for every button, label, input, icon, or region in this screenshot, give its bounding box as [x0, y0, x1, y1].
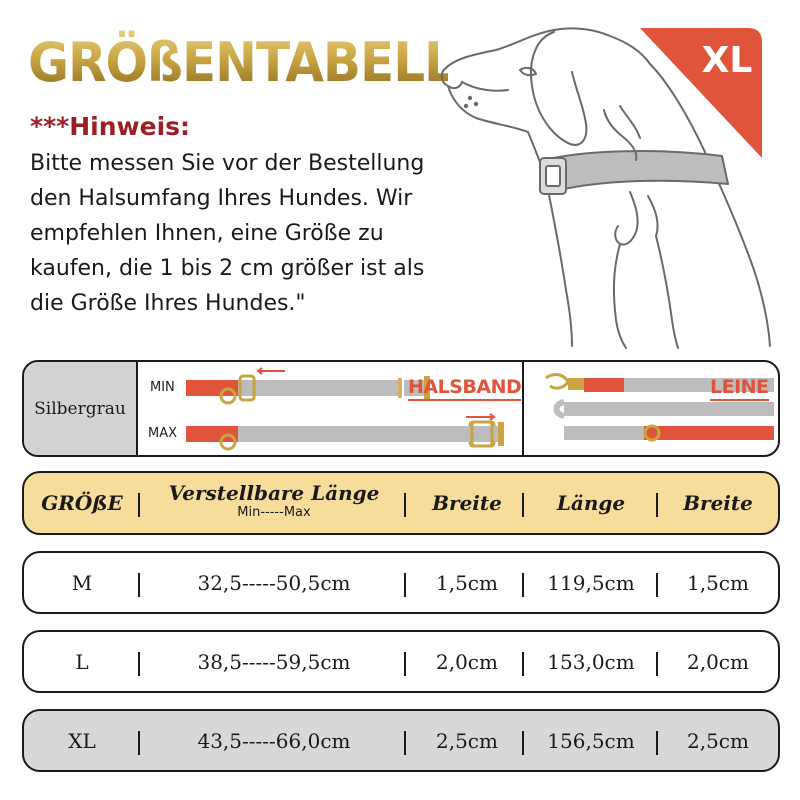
- size-cell: L: [75, 649, 89, 674]
- table-row: [22, 551, 780, 614]
- column-separator: [522, 652, 524, 676]
- header-size: GRÖßE: [41, 491, 123, 515]
- column-separator: [522, 493, 524, 517]
- leash-length-cell: 119,5cm: [547, 570, 635, 595]
- leash-length-cell: 153,0cm: [547, 649, 635, 674]
- header-adjustable-sub: Min-----Max: [237, 505, 311, 520]
- leash-length-cell: 156,5cm: [547, 728, 635, 753]
- header-leash-length: Länge: [556, 491, 626, 515]
- header-adjustable-label: Verstellbare Länge: [168, 481, 380, 505]
- header-adjustable-length: [140, 473, 408, 533]
- size-cell: XL: [68, 728, 96, 753]
- page-title: GRÖßENTABELLE: [28, 31, 489, 94]
- column-separator: [404, 731, 406, 755]
- notice-line: Bitte messen Sie vor der Bestellung: [30, 151, 425, 176]
- column-separator: [522, 731, 524, 755]
- collar-width-cell: 2,5cm: [436, 728, 498, 753]
- notice-line: kaufen, die 1 bis 2 cm größer ist als: [30, 256, 425, 281]
- column-separator: [522, 573, 524, 597]
- column-separator: [404, 493, 406, 517]
- range-cell: 43,5-----66,0cm: [197, 728, 351, 753]
- product-overview: [22, 360, 780, 457]
- leash-width-cell: 1,5cm: [687, 570, 749, 595]
- notice-line: die Größe Ihres Hundes.": [30, 291, 306, 316]
- leash-width-cell: 2,0cm: [687, 649, 749, 674]
- column-separator: [404, 573, 406, 597]
- max-label: MAX: [148, 426, 178, 441]
- table-header: [22, 471, 780, 535]
- notice-line: empfehlen Ihnen, eine Größe zu: [30, 221, 384, 246]
- table-row: [22, 709, 780, 772]
- collar-width-cell: 1,5cm: [436, 570, 498, 595]
- size-badge-label: XL: [701, 40, 753, 81]
- table-row: [22, 630, 780, 693]
- leash-width-cell: 2,5cm: [687, 728, 749, 753]
- leash-label: LEINE: [710, 376, 769, 398]
- notice-heading: ***Hinweis:: [30, 112, 191, 141]
- range-cell: 32,5-----50,5cm: [197, 570, 351, 595]
- range-cell: 38,5-----59,5cm: [197, 649, 351, 674]
- min-label: MIN: [150, 380, 175, 395]
- collar-label: HALSBAND: [408, 376, 522, 398]
- collar-width-cell: 2,0cm: [436, 649, 498, 674]
- header-leash-width: Breite: [683, 491, 753, 515]
- color-name: Silbergrau: [24, 362, 138, 455]
- size-cell: M: [71, 570, 93, 595]
- column-separator: [404, 652, 406, 676]
- notice-line: den Halsumfang Ihres Hundes. Wir: [30, 186, 413, 211]
- header-collar-width: Breite: [432, 491, 502, 515]
